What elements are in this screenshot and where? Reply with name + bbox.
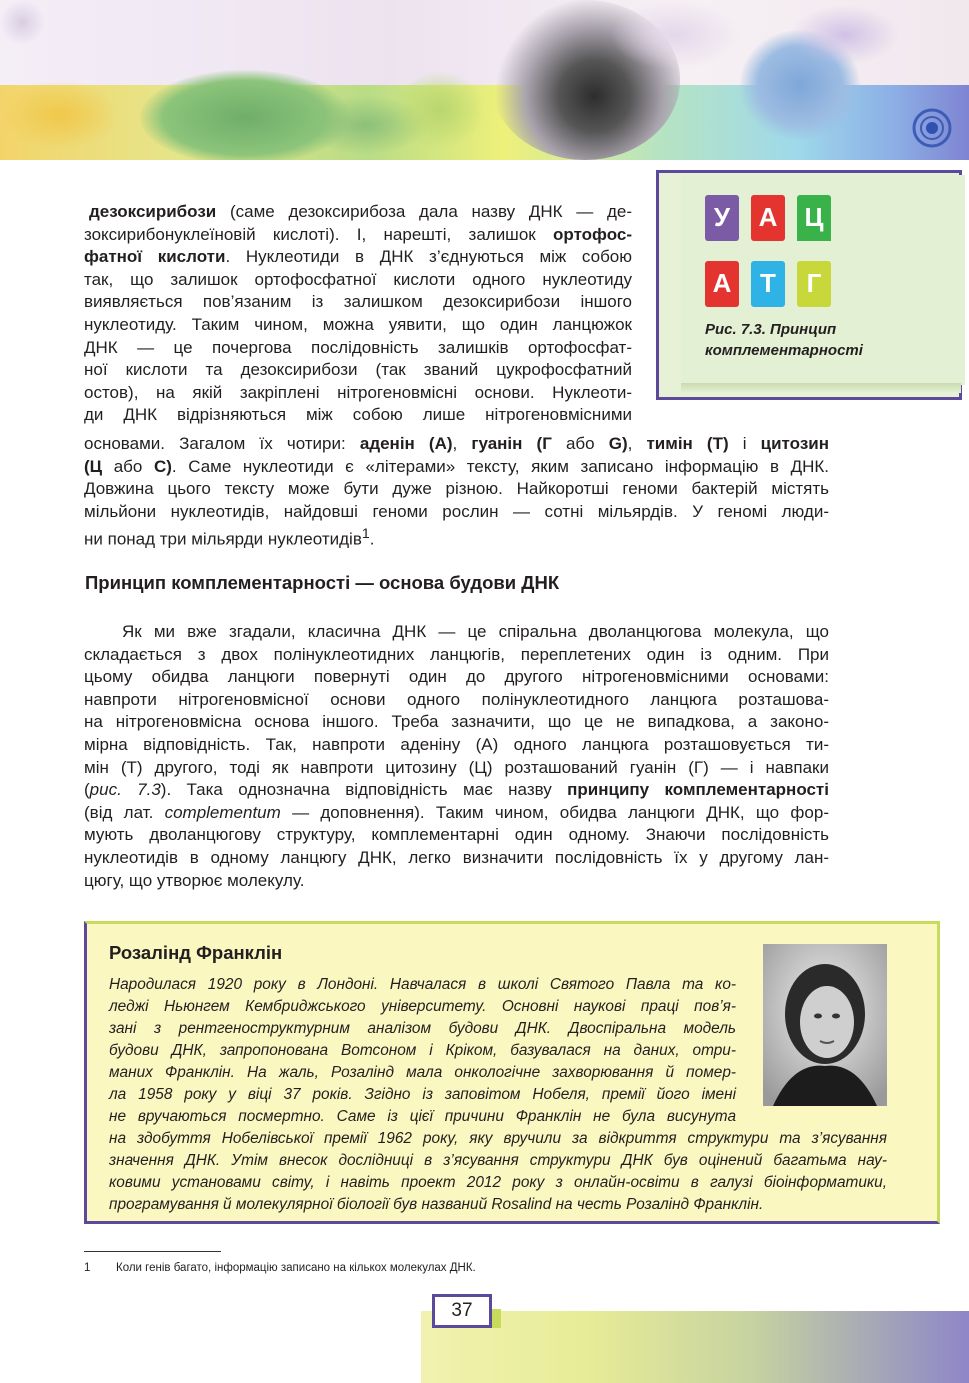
p2-line: Як ми вже згадали, класична ДНК — це спіральна дволанцюгова молекула, що	[122, 622, 829, 641]
section-heading: Принцип комплементарності — основа будови ДНК	[85, 572, 560, 593]
p2-line: (рис. 7.3). Така однозначна відповідність має назву принципу комплементарності	[84, 780, 829, 800]
nucleotide-tile-a2: А	[705, 261, 739, 307]
p1-line-9: остов), на якій закріплені нітрогеновмісні основи. Нуклеоти-	[84, 382, 632, 402]
p1-line-8: ної кислоти та дезоксирибози (так званий цукрофосфатний	[84, 360, 632, 380]
footer-band	[421, 1311, 969, 1383]
p1-wide-line: мільйони нуклеотидів, найдовші геноми рослин — сотні мільярдів. У геномі люди-	[84, 501, 829, 521]
p2-line: нуклеотидів в одному ланцюгу ДНК, легко визначити послідовність їх у другому лан-	[84, 847, 829, 867]
bio-line: леджі Ньюнгем Кембриджського університету. Основні наукові праці пов’я-	[109, 998, 736, 1015]
nucleotide-tile-t: Т	[751, 261, 785, 307]
bio-line: не вручаються посмертно. Саме із цієї причини Франклін не була висунута	[109, 1108, 736, 1125]
paragraph-1	[84, 201, 632, 427]
p1-wide-line: (Ц або С). Саме нуклеотиди є «літерами» тексту, яким записано інформацію в ДНК.	[84, 456, 829, 476]
p1-wide-line: Довжина цього тексту може бути дуже різною. Найкоротші геноми бактерій містять	[84, 479, 829, 499]
nucleotide-tile-u: У	[705, 195, 739, 241]
nucleotide-tile-g: Г	[797, 261, 831, 307]
p2-line: мують дволанцюгову структуру, комплементарні один одному. Знаючи послідовність	[84, 825, 829, 845]
bio-line: значення ДНК. Утім внесок дослідниці в з’ясування структури ДНК був оцінений багатьма нау-	[109, 1152, 887, 1169]
p1-line-2: зоксирибонуклеїновій кислоті). І, нарешті, залишок ортофос-	[84, 224, 632, 244]
bio-line: ла 1958 року у віці 37 років. Згідно із заповітом Нобеля, премії його імені	[109, 1086, 736, 1103]
header-banner	[0, 0, 969, 160]
bio-line: на здобуття Нобелівської премії 1962 року, яку вручили за відкриття структури та з’ясування	[109, 1130, 887, 1147]
footnote-rule	[84, 1251, 221, 1252]
figure-box	[656, 170, 962, 400]
bio-line: програмування й молекулярної біології був названий Rosalind на честь Розалінд Франклін.	[109, 1196, 764, 1213]
p1-line-10: ди ДНК відрізняються між собою лише нітрогеновмісними	[84, 405, 632, 425]
p1-line-1: дезоксирибози (саме дезоксирибоза дала назву ДНК — де-	[89, 202, 632, 221]
p2-line: на нітрогеновмісна основа іншого. Треба зазначити, що це не випадкова, а законо-	[84, 712, 829, 732]
p1-line-4: так, що залишок ортофосфатної кислоти одного нуклеотиду	[84, 269, 632, 289]
p1-wide-line: основами. Загалом їх чотири: аденін (А), гуанін (Г або G), тимін (Т) і цитозин	[84, 434, 829, 453]
p2-line: складається з двох полінуклеотидних ланцюгів, переплетених один із одним. При	[84, 644, 829, 664]
p2-line: мін (Т) другого, тоді як навпроти цитозину (Ц) розташований гуанін (Г) — і навпаки	[84, 757, 829, 777]
paragraph-2	[84, 621, 829, 892]
paragraph-1-continued	[84, 433, 829, 552]
target-icon	[912, 108, 952, 148]
footnote-number: 1	[84, 1262, 91, 1274]
p1-line-3: фатної кислоти. Нуклеотиди в ДНК з’єднуються між собою	[84, 247, 633, 267]
bio-line: Народилася 1920 року в Лондоні. Навчалася в школі Святого Павла та ко-	[109, 976, 736, 993]
p2-line: навпроти нітрогеновмісної основи одного полінуклеотидного ланцюга розташова-	[84, 689, 829, 709]
p2-line: цюгу, що утворює молекулу.	[84, 870, 305, 890]
page-number: 37	[432, 1294, 492, 1328]
figure-caption: Рис. 7.3. Принцип комплементарності	[705, 321, 863, 359]
portrait-photo	[763, 944, 887, 1106]
p1-wide-line: ни понад три мільярди нуклеотидів$^1$.	[84, 526, 375, 550]
bio-line: маних Франклін. На жаль, Розалінд мала онкологічне захворювання й помер-	[109, 1064, 736, 1081]
biography-box	[84, 921, 940, 1224]
p2-line: цьому обидва ланцюги повернуті один до другого нітрогеновмісними основами:	[84, 667, 829, 687]
bio-line: будови ДНК, запропонована Вотсоном і Кріком, базувалася на даних, отри-	[109, 1042, 736, 1059]
nucleotide-tile-a: А	[751, 195, 785, 241]
bio-line: ковими установами світу, і навіть проект 2012 року з онлайн-освіти в галузі біоінформатики,	[109, 1174, 887, 1191]
biography-title: Розалінд Франклін	[109, 942, 283, 963]
p2-line: мірна відповідність. Так, навпроти аденіну (А) одного ланцюга розташовується ти-	[84, 734, 829, 754]
p1-line-6: нуклеотиду. Таким чином, можна уявити, що один ланцюжок	[84, 314, 632, 334]
page-number-tab	[492, 1309, 501, 1328]
bio-line: зані з рентгеноструктурним аналізом будови ДНК. Двоспіральна модель	[109, 1020, 736, 1037]
p2-line: (від лат. complementum — доповнення). Таким чином, обидва ланцюги ДНК, що фор-	[84, 802, 829, 822]
p1-line-7: ДНК — це почергова послідовність залишків ортофосфат-	[84, 337, 632, 357]
footnote-text: Коли генів багато, інформацію записано на кількох молекулах ДНК.	[116, 1262, 476, 1274]
nucleotide-tile-c: Ц	[797, 195, 831, 241]
p1-line-5: виявляється пов’язаним із залишком дезоксирибози іншого	[84, 292, 632, 312]
